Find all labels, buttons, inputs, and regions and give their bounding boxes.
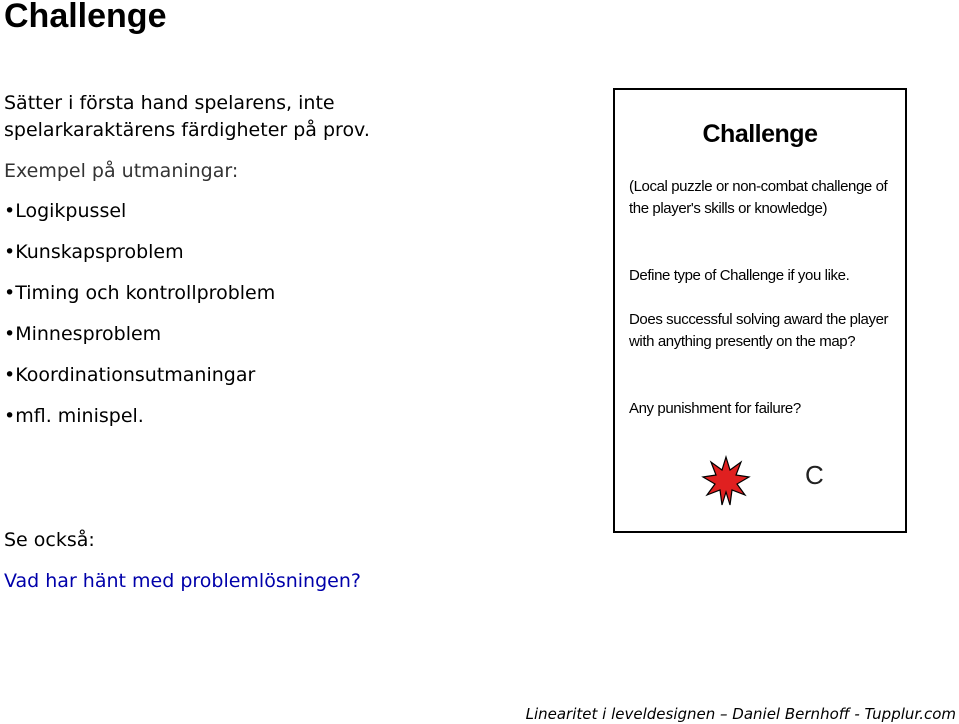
card-description: (Local puzzle or non-combat challenge of the player's skills or knowledge) bbox=[629, 178, 888, 217]
card-reward-question: Does successful solving award the player with anything presently on the map? bbox=[629, 311, 889, 350]
star-shape bbox=[703, 457, 749, 505]
see-also-label: Se också: bbox=[4, 529, 95, 551]
challenge-card bbox=[613, 88, 907, 533]
card-punishment-question: Any punishment for failure? bbox=[629, 400, 801, 417]
see-also-link[interactable]: Vad har hänt med problemlösningen? bbox=[4, 570, 361, 592]
list-item: • Kunskapsproblem bbox=[4, 239, 275, 280]
card-type-note: Define type of Challenge if you like. bbox=[629, 267, 850, 284]
card-title: Challenge bbox=[702, 120, 818, 148]
card-letter: C bbox=[805, 460, 824, 490]
list-item: • Minnesproblem bbox=[4, 321, 275, 362]
examples-list bbox=[4, 198, 275, 444]
slide-title: Challenge bbox=[4, 0, 167, 35]
examples-heading: Exempel på utmaningar: bbox=[4, 160, 239, 182]
list-item: • Logikpussel bbox=[4, 198, 275, 239]
list-item: • Koordinationsutmaningar bbox=[4, 362, 275, 403]
footer-text: Linearitet i leveldesignen – Daniel Bernhoff - Tupplur.com bbox=[525, 705, 956, 723]
red-star-icon bbox=[701, 455, 751, 507]
intro-text: Sätter i första hand spelarens, inte spelarkaraktärens färdigheter på prov. bbox=[4, 92, 370, 141]
list-item: • Timing och kontrollproblem bbox=[4, 280, 275, 321]
list-item: • mfl. minispel. bbox=[4, 403, 275, 444]
